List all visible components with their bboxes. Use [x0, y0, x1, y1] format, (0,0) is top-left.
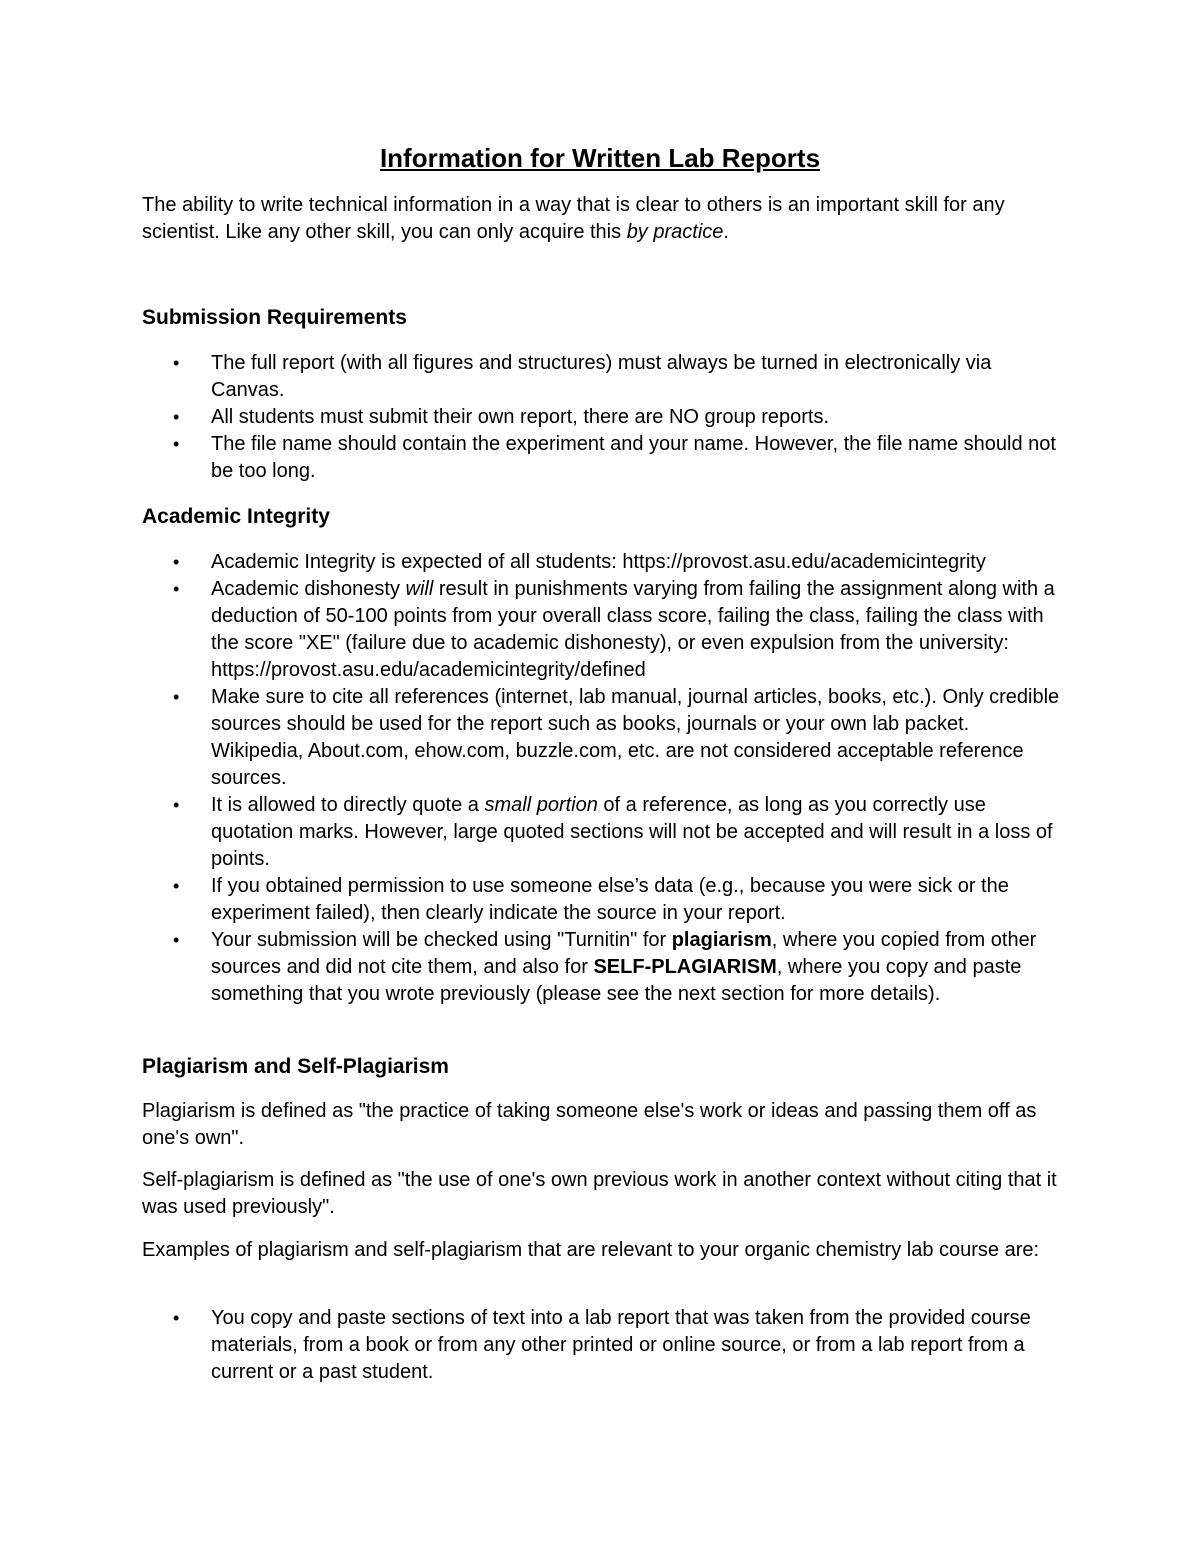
list-item: • Academic dishonesty will result in punishments varying from failing the assignment along with a deduction of 50-100 points from your overall class score, failing the class, failing the class with the score "XE" (failure due to academic dishonesty), or even expulsion from the university: https://provost.asu.edu/academicintegrity/defined	[173, 578, 1055, 681]
list-item: • It is allowed to directly quote a small portion of a reference, as long as you correctly use quotation marks. However, large quoted sections will not be accepted and will result in a loss of points.	[173, 794, 1053, 870]
bullet-icon: •	[173, 434, 180, 454]
bullet-icon: •	[173, 876, 180, 896]
list-item: • The file name should contain the experiment and your name. However, the file name should not be too long.	[173, 433, 1056, 482]
bullet-icon: •	[173, 1308, 180, 1328]
list-item: • You copy and paste sections of text into a lab report that was taken from the provided course materials, from a book or from any other printed or online source, or from a lab report from a current or a past student.	[173, 1307, 1031, 1383]
list-item: • Make sure to cite all references (internet, lab manual, journal articles, books, etc.). Only credible sources should be used for the report such as books, journals or your own lab packet. Wikipedia, About.com, ehow.com, buzzle.com, etc. are not considered acceptable reference sources.	[173, 686, 1060, 789]
integrity-heading: Academic Integrity	[142, 505, 330, 528]
bullet-icon: •	[173, 930, 180, 950]
list-item: • Your submission will be checked using "Turnitin" for plagiarism, where you copied from other sources and did not cite them, and also for SELF-PLAGIARISM, where you copy and paste something that you wrote previously (please see the next section for more details).	[173, 929, 1037, 1005]
integrity-list	[142, 549, 1062, 1008]
list-item: • Academic Integrity is expected of all students: https://provost.asu.edu/academicintegrity	[142, 549, 1062, 576]
plagiarism-definition: Plagiarism is defined as "the practice of taking someone else's work or ideas and passing them off as one's own".	[142, 1100, 1037, 1149]
bullet-icon: •	[173, 353, 180, 373]
bullet-icon: •	[173, 552, 180, 572]
submission-heading: Submission Requirements	[142, 306, 407, 329]
self-plagiarism-definition: Self-plagiarism is defined as "the use of one's own previous work in another context without citing that it was used previously".	[142, 1169, 1057, 1218]
examples-list	[142, 1305, 1062, 1386]
bullet-icon: •	[173, 579, 180, 599]
bullet-icon: •	[173, 687, 180, 707]
document-title: Information for Written Lab Reports	[379, 143, 821, 173]
list-item: • If you obtained permission to use someone else’s data (e.g., because you were sick or the experiment failed), then clearly indicate the source in your report.	[173, 875, 1009, 924]
list-item: • The full report (with all figures and structures) must always be turned in electronically via Canvas.	[173, 352, 992, 401]
bullet-icon: •	[173, 795, 180, 815]
bullet-icon: •	[173, 407, 180, 427]
list-item: • All students must submit their own report, there are NO group reports.	[142, 404, 1062, 431]
examples-intro: Examples of plagiarism and self-plagiarism that are relevant to your organic chemistry lab course are:	[142, 1239, 1040, 1261]
submission-list	[142, 350, 1062, 485]
plagiarism-heading: Plagiarism and Self-Plagiarism	[142, 1055, 449, 1078]
intro-paragraph: The ability to write technical information in a way that is clear to others is an important skill for any scientist. Like any other skill, you can only acquire this by practice.	[142, 194, 1005, 243]
